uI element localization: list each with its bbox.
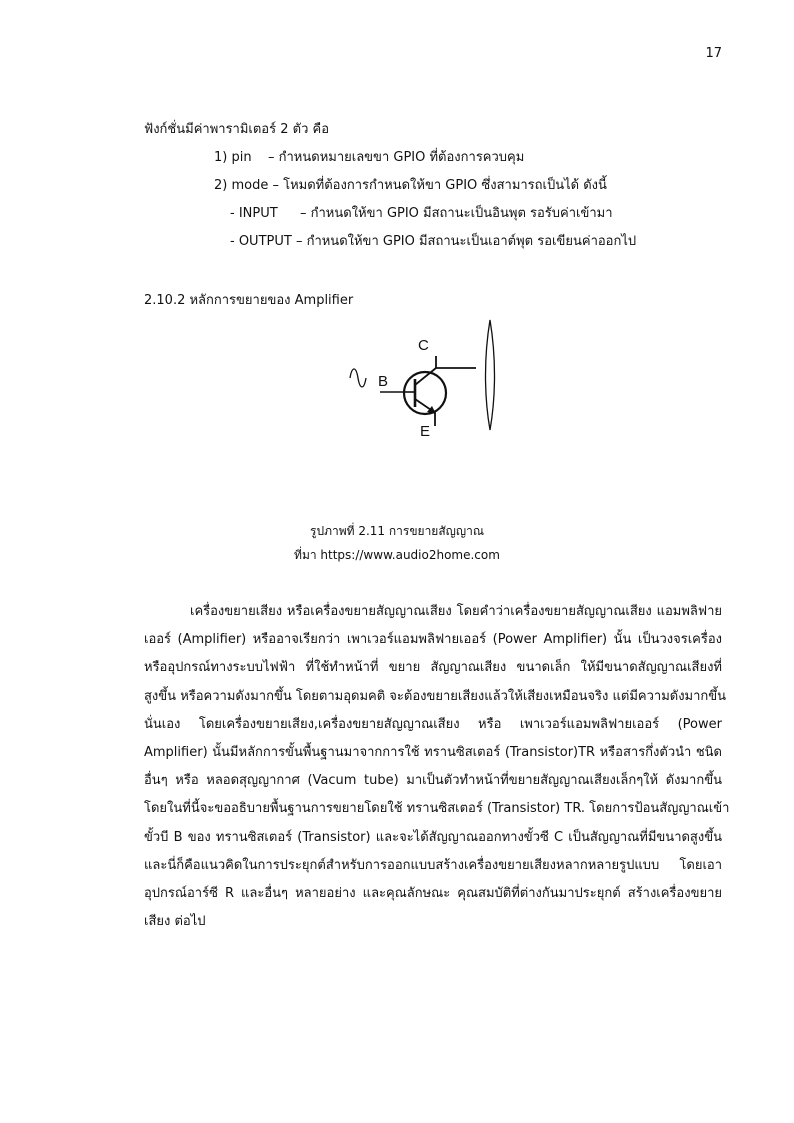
input-sine-wave-icon bbox=[350, 369, 366, 387]
paragraph-line: Amplifier) นั้นมีหลักการขั้นพื้นฐานมาจากการใช้ ทรานซิสเตอร์ (Transistor)TR หรือสารกึ่งตัวนำ ชนิด bbox=[144, 745, 722, 761]
collector-label: C bbox=[418, 337, 429, 354]
paragraph-line: โดยในที่นี้จะขออธิบายพื้นฐานการขยายโดยใช้ ทรานซิสเตอร์ (Transistor) TR. โดยการป้อนสัญญาณเข้า bbox=[144, 801, 730, 817]
mode-output: - OUTPUT – กำหนดให้ขา GPIO มีสถานะเป็นเอาต์พุต รอเขียนค่าออกไป bbox=[230, 234, 637, 249]
output-sine-wave-icon bbox=[486, 320, 495, 430]
param-mode: 2) mode – โหมดที่ต้องการกำหนดให้ขา GPIO ซึ่งสามารถเป็นได้ ดังนี้ bbox=[214, 178, 607, 193]
paragraph-line: ขั้วบี B ของ ทรานซิสเตอร์ (Transistor) และจะได้สัญญาณออกทางขั้วซี C เป็นสัญญาณที่มีขนาดสูงขึ้น bbox=[144, 829, 722, 845]
page-number: 17 bbox=[705, 46, 722, 61]
param-pin-key: 1) pin bbox=[214, 150, 252, 165]
base-label: B bbox=[378, 373, 389, 390]
mode-input-key: - INPUT bbox=[230, 206, 278, 221]
figure-caption: รูปภาพที่ 2.11 การขยายสัญญาณ bbox=[310, 524, 484, 538]
mode-input-desc: – กำหนดให้ขา GPIO มีสถานะเป็นอินพุต รอรับค่าเข้ามา bbox=[300, 206, 613, 221]
paragraph-line: นั่นเอง โดยเครื่องขยายเสียง,เครื่องขยายสัญญาณเสียง หรือ เพาเวอร์แอมพลิฟายเออร์ (Power bbox=[144, 716, 722, 732]
paragraph-line: เครื่องขยายเสียง หรือเครื่องขยายสัญญาณเสียง โดยคำว่าเครื่องขยายสัญญาณเสียง แอมพลิฟาย bbox=[190, 604, 722, 619]
paragraph-line: หรืออุปกรณ์ทางระบบไฟฟ้า ที่ใช้ทำหน้าที่ ขยาย สัญญาณเสียง ขนาดเล็ก ให้มีขนาดสัญญาณเสียงที่ bbox=[144, 660, 722, 676]
transistor-body-icon bbox=[404, 372, 446, 414]
paragraph-line: สูงขึ้น หรือความดังมากขึ้น โดยตามอุดมคติ จะต้องขยายเสียงแล้วให้เสียงเหมือนจริง แต่มีความดังมากขึ้น bbox=[144, 688, 727, 704]
body-paragraph bbox=[144, 598, 730, 936]
mode-input bbox=[230, 202, 613, 223]
transistor-amplifier-figure bbox=[344, 316, 524, 436]
param-pin bbox=[214, 146, 524, 167]
transistor-diagram bbox=[344, 316, 524, 436]
paragraph-line: และนี่ก็คือแนวคิดในการประยุกต์สำหรับการออกแบบสร้างเครื่องขยายเสียงหลากหลายรูปแบบ โดยเอา bbox=[144, 857, 722, 873]
paragraph-line: เออร์ (Amplifier) หรืออาจเรียกว่า เพาเวอร์แอมพลิฟายเออร์ (Power Amplifier) นั้น เป็นวงจรเครื่อง bbox=[144, 632, 722, 648]
param-pin-desc: – กำหนดหมายเลขขา GPIO ที่ต้องการควบคุม bbox=[268, 150, 525, 165]
paragraph-line: อื่นๆ หรือ หลอดสุญญากาศ (Vacum tube) มาเป็นตัวทำหน้าที่ขยายสัญญาณเสียงเล็กๆให้ ดังมากขึ้น bbox=[144, 773, 722, 789]
paragraph-line: อุปกรณ์อาร์ซี R และอื่นๆ หลายอย่าง และคุณลักษณะ คุณสมบัติที่ต่างกันมาประยุกต์ สร้างเครื่องขยาย bbox=[144, 886, 722, 902]
parameter-intro: ฟังก์ชั่นมีค่าพารามิเตอร์ 2 ตัว คือ bbox=[144, 122, 330, 137]
emitter-label: E bbox=[420, 423, 431, 436]
section-heading: 2.10.2 หลักการขยายของ Amplifier bbox=[144, 293, 354, 308]
paragraph-line: เสียง ต่อไป bbox=[144, 914, 206, 930]
collector-lead bbox=[415, 368, 436, 385]
figure-source: ที่มา https://www.audio2home.com bbox=[294, 548, 500, 562]
